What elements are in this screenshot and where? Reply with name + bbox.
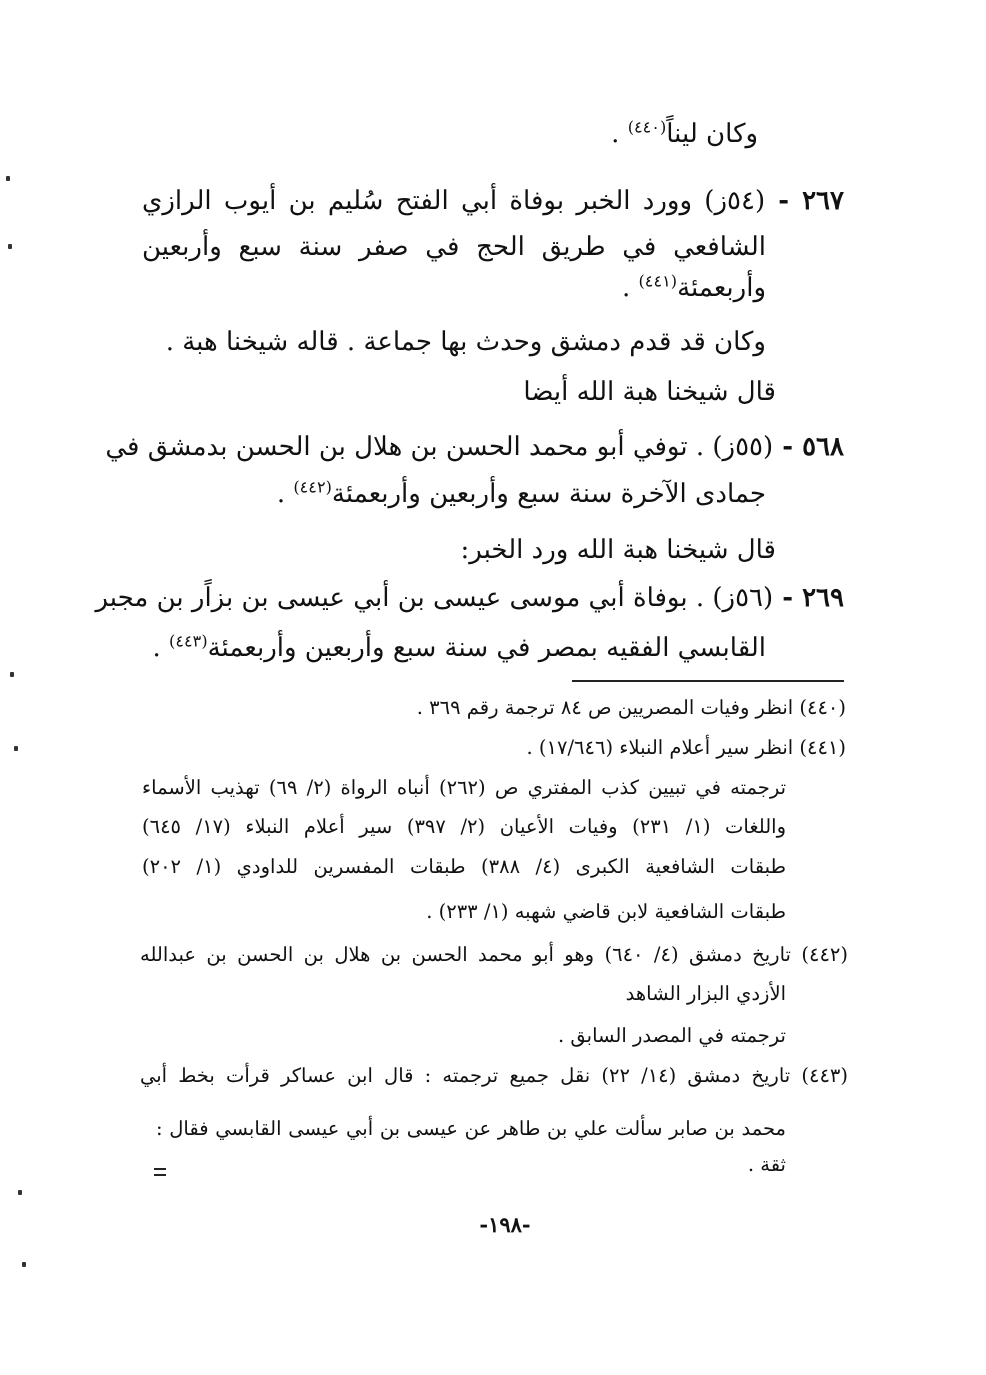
section-heading-1: قال شيخنا هبة الله أيضا bbox=[523, 377, 776, 407]
speck bbox=[6, 176, 10, 181]
footnote-442-line-2: الأزدي البزار الشاهد bbox=[625, 982, 786, 1005]
entry-267-line-3 bbox=[622, 268, 766, 308]
footnote-440: (٤٤٠) انظر وفيات المصريين ص ٨٤ ترجمة رقم ٣٦٩ . bbox=[416, 696, 846, 719]
entry-number-268: ٥٦٨ - bbox=[773, 432, 844, 462]
entry-269-line-2 bbox=[153, 628, 766, 668]
footnote-ref-440[interactable]: (٤٤٠) bbox=[627, 117, 667, 137]
text-span-end: . bbox=[152, 633, 170, 663]
text-span-end: . bbox=[611, 119, 628, 149]
scan-artifacts bbox=[0, 0, 40, 1375]
entry-268-text: (٥٥ز) . توفي أبو محمد الحسن بن هلال بن الحسن بدمشق في bbox=[105, 432, 774, 462]
footnote-442-line-1: (٤٤٢) تاريخ دمشق (٤/ ٦٤٠) وهو أبو محمد الحسن بن هلال بن الحسن بن عبدالله bbox=[140, 943, 848, 966]
entry-number-267: ٢٦٧ - bbox=[765, 186, 844, 216]
text-span-end: . bbox=[276, 479, 294, 509]
text-span-end: . bbox=[621, 273, 639, 303]
footnote-ref-442[interactable]: (٤٤٢) bbox=[293, 477, 332, 497]
section-heading-2: قال شيخنا هبة الله ورد الخبر: bbox=[460, 535, 776, 565]
text-line-1 bbox=[611, 114, 758, 154]
entry-268-line-2 bbox=[277, 474, 766, 514]
entry-267-line-1 bbox=[142, 181, 844, 221]
entry-267-line-2: الشافعي في طريق الحج في صفر سنة سبع وأربعين bbox=[142, 232, 766, 262]
footnote-ref-441[interactable]: (٤٤١) bbox=[638, 271, 678, 291]
footnote-441-line-4: طبقات الشافعية الكبرى (٤/ ٣٨٨) طبقات المفسرين للداودي (١/ ٢٠٢) bbox=[142, 855, 787, 878]
speck bbox=[22, 1262, 26, 1267]
end-mark bbox=[154, 1167, 166, 1177]
text-span: القابسي الفقيه بمصر في سنة سبع وأربعين وأربعمئة bbox=[207, 633, 766, 663]
footnote-441-line-1: (٤٤١) انظر سير أعلام النبلاء (١٧/٦٤٦) . bbox=[526, 736, 846, 759]
text-span: وكان ليناً bbox=[666, 119, 758, 149]
footnote-442-line-3: ترجمته في المصدر السابق . bbox=[557, 1024, 786, 1047]
speck bbox=[14, 746, 18, 751]
entry-267-text: (٥٤ز) وورد الخبر بوفاة أبي الفتح سُليم بن أيوب الرازي bbox=[142, 186, 766, 216]
footnote-443-line-3: ثقة . bbox=[747, 1153, 786, 1176]
footnote-443-line-1: (٤٤٣) تاريخ دمشق (١٤/ ٢٢) نقل جميع ترجمته : قال ابن عساكر قرأت بخط أبي bbox=[140, 1064, 848, 1087]
entry-269-text: (٥٦ز) . بوفاة أبي موسى عيسى بن أبي عيسى بن بزاًر بن مجبر bbox=[95, 583, 774, 613]
text-span: جمادى الآخرة سنة سبع وأربعين وأربعمئة bbox=[331, 479, 766, 509]
footnote-441-line-3: واللغات (١/ ٢٣١) وفيات الأعيان (٢/ ٣٩٧) سير أعلام النبلاء (١٧/ ٦٤٥) bbox=[142, 815, 786, 838]
entry-267-line-4: وكان قد قدم دمشق وحدث بها جماعة . قاله شيخنا هبة . bbox=[165, 327, 766, 357]
speck bbox=[18, 1190, 22, 1195]
entry-268-line-1 bbox=[105, 427, 844, 467]
page-number: -١٩٨- bbox=[479, 1212, 531, 1237]
footnote-443-line-2: محمد بن صابر سألت علي بن طاهر عن عيسى بن أبي عيسى القابسي فقال : bbox=[156, 1117, 786, 1140]
text-span: وأربعمئة bbox=[677, 273, 766, 303]
footnote-441-line-2: ترجمته في تبيين كذب المفتري ص (٢٦٢) أنباه الرواة (٢/ ٦٩) تهذيب الأسماء bbox=[142, 776, 787, 799]
entry-number-269: ٢٦٩ - bbox=[773, 583, 844, 613]
entry-269-line-1 bbox=[95, 578, 844, 618]
footnote-ref-443[interactable]: (٤٤٣) bbox=[169, 631, 208, 651]
footnote-separator bbox=[572, 680, 844, 682]
footnote-441-line-5: طبقات الشافعية لابن قاضي شهبه (١/ ٢٣٣) . bbox=[426, 900, 786, 923]
speck bbox=[10, 672, 14, 677]
speck bbox=[8, 244, 12, 249]
